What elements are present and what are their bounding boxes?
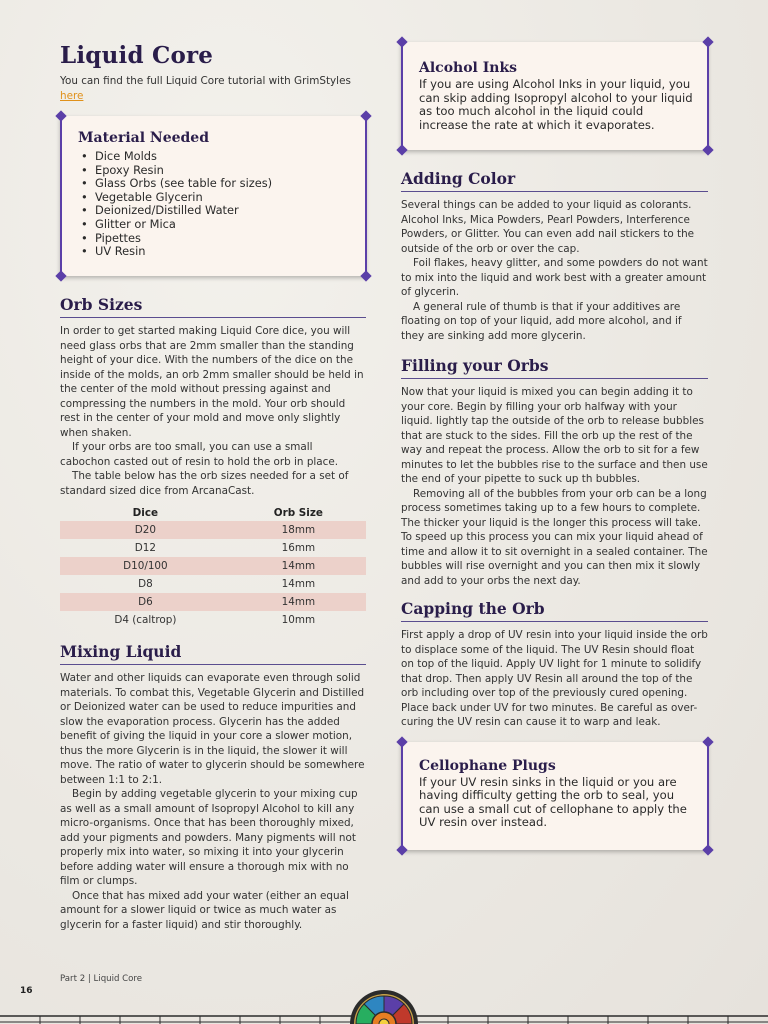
table-row: [60, 575, 366, 593]
alcohol-inks-text: If you are using Alcohol Inks in your liquid, you can skip adding Isopropyl alcohol to your liquid as too much alcohol in the liquid could increase the rate at which it evaporates.: [419, 77, 693, 132]
table-cell: D8: [138, 578, 153, 590]
filling-orbs-heading: Filling your Orbs: [401, 355, 708, 379]
orb-sizes-heading: Orb Sizes: [60, 294, 366, 318]
table-cell: 14mm: [231, 557, 366, 575]
material-needed-box: [60, 116, 366, 276]
table-cell: D20: [60, 521, 231, 539]
cellophane-plugs-text: If your UV resin sinks in the liquid or you are having difficulty getting the orb to seal, you can use a small cut of cellophane to apply the UV resin over instead.: [419, 774, 687, 830]
material-needed-heading: Material Needed: [78, 130, 209, 146]
table-cell: D10/100: [60, 557, 231, 575]
box-rail-right: [707, 42, 709, 150]
cellophane-plugs-box: [401, 742, 708, 850]
filling-p1: Now that your liquid is mixed you can begin adding it to your core. Begin by filling your orb halfway with your liquid. lightly tap the outside of the orb to release bubbles that are stuck to the sides. Fill the orb up the rest of the way and repeat the process. Allow the orb to sit for a few minutes to let the bubbles rise to the surface and then use the end of your pipette to suck up th bubbles.: [401, 386, 708, 485]
box-rail-left: [401, 742, 403, 850]
table-header-orb-size: Orb Size: [273, 506, 323, 519]
cellophane-plugs-heading: Cellophane Plugs: [419, 757, 556, 774]
capping-orb-heading: Capping the Orb: [401, 598, 708, 622]
right-column: [401, 42, 708, 850]
adding-color-p3: A general rule of thumb is that if your additives are floating on top of your liquid, add more alcohol, and if they are sinking add more glycerin.: [401, 300, 682, 342]
adding-color-p1: Several things can be added to your liquid as colorants. Alcohol Inks, Mica Powders, Pearl Powders, Interference Powders, or Glitter. You can even add nail stickers to the outside of the orb or over the cap.: [401, 199, 695, 255]
table-cell: D12: [134, 542, 156, 554]
box-rail-right: [365, 116, 367, 276]
intro-paragraph: [60, 74, 366, 103]
orb-size-table: [60, 504, 366, 629]
list-item: • Deionized/Distilled Water: [78, 204, 352, 218]
mixing-p1: Water and other liquids can evaporate even through solid materials. To combat this, Vegetable Glycerin and Distilled or Deionized water can be used to reduce impurities and slow the evaporation process. Glycerin has the added benefit of giving the liquid in your core a slower motion, thus the more Glycerin is in the liquid, the slower it will move. The ratio of water to glycerin should be somewhere between 1:1 to 2:1.: [60, 672, 365, 786]
table-row: [60, 593, 366, 611]
mixing-liquid-heading: Mixing Liquid: [60, 641, 366, 665]
table-cell: D4 (caltrop): [114, 614, 177, 626]
table-cell: 10mm: [281, 614, 316, 626]
orb-sizes-p2: If your orbs are too small, you can use a small cabochon casted out of resin to hold the orb in place.: [60, 441, 339, 468]
mixing-p2: Begin by adding vegetable glycerin to your mixing cup as well as a small amount of Isopropyl Alcohol to kill any micro-organisms. Once that has been thoroughly mixed, add your pigments and powders. Many pigments will not properly mix into water, so mixing it into your glycerin before adding water will ensure a thorough mix with no film or clumps.: [60, 788, 358, 887]
table-row: [60, 521, 366, 539]
list-item: • Glitter or Mica: [78, 218, 352, 232]
orb-sizes-p1: In order to get started making Liquid Core dice, you will need glass orbs that are 2mm smaller than the standing height of your dice. With the numbers of the dice on the inside of the molds, an orb 2mm smaller should be held in the center of the mold without pressing against and compressing the numbers in the mold. Your orb should rest in the center of your mold and move only slightly when shaken.: [60, 325, 364, 439]
table-header-dice: Dice: [132, 506, 159, 519]
intro-text: You can find the full Liquid Core tutorial with GrimStyles: [60, 75, 351, 87]
table-cell: 14mm: [231, 593, 366, 611]
table-row: [60, 557, 366, 575]
orb-sizes-p3: The table below has the orb sizes needed for a set of standard sized dice from ArcanaCast.: [60, 470, 349, 497]
footer-part-label: Part 2 | Liquid Core: [60, 974, 143, 984]
list-item: • Epoxy Resin: [78, 164, 352, 178]
alcohol-inks-box: [401, 42, 708, 150]
mixing-p3: Once that has mixed add your water (either an equal amount for a slower liquid or twice as much water as glycerin for a faster liquid) and stir thoroughly.: [60, 889, 349, 931]
table-row: [60, 611, 366, 629]
box-rail-left: [401, 42, 403, 150]
list-item: • Dice Molds: [78, 150, 352, 164]
adding-color-heading: Adding Color: [401, 168, 708, 192]
list-item: • Pipettes: [78, 232, 352, 246]
box-rail-left: [60, 116, 62, 276]
tutorial-link[interactable]: here: [60, 89, 84, 102]
material-list: [78, 150, 352, 259]
table-cell: D6: [60, 593, 231, 611]
table-cell: 16mm: [281, 542, 316, 554]
box-rail-right: [707, 742, 709, 850]
filling-p2: Removing all of the bubbles from your orb can be a long process sometimes taking up to a few hours to complete. The thicker your liquid is the longer this process will take. To speed up this process you can mix your liquid ahead of time and allow it to sit overnight in a sealed container. The bubbles will rise overnight and you can then mix it slowly and add to your orbs the next day.: [401, 487, 708, 587]
table-cell: 14mm: [281, 578, 316, 590]
page-title: Liquid Core: [60, 42, 214, 69]
adding-color-p2: Foil flakes, heavy glitter, and some powders do not want to mix into the liquid and work best with a greater amount of glycerin.: [401, 257, 708, 298]
table-header-row: [60, 504, 366, 521]
list-item: • UV Resin: [78, 245, 352, 259]
table-row: [60, 539, 366, 557]
page-number: 16: [20, 986, 33, 996]
capping-p1: First apply a drop of UV resin into your liquid inside the orb to displace some of the liquid. The UV Resin should float on top of the liquid. Apply UV light for 1 minute to solidify that drop. Then apply UV Resin all around the top of the orb including over top of the previously cured opening. Place back under UV for two minutes. Be careful as over-curing the UV resin can cause it to warp and leak.: [401, 629, 708, 728]
list-item: • Vegetable Glycerin: [78, 191, 352, 205]
left-column: [60, 42, 366, 932]
list-item: • Glass Orbs (see table for sizes): [78, 177, 352, 191]
stained-glass-emblem-icon: [348, 988, 420, 1024]
alcohol-inks-heading: Alcohol Inks: [419, 60, 518, 76]
table-cell: 18mm: [231, 521, 366, 539]
